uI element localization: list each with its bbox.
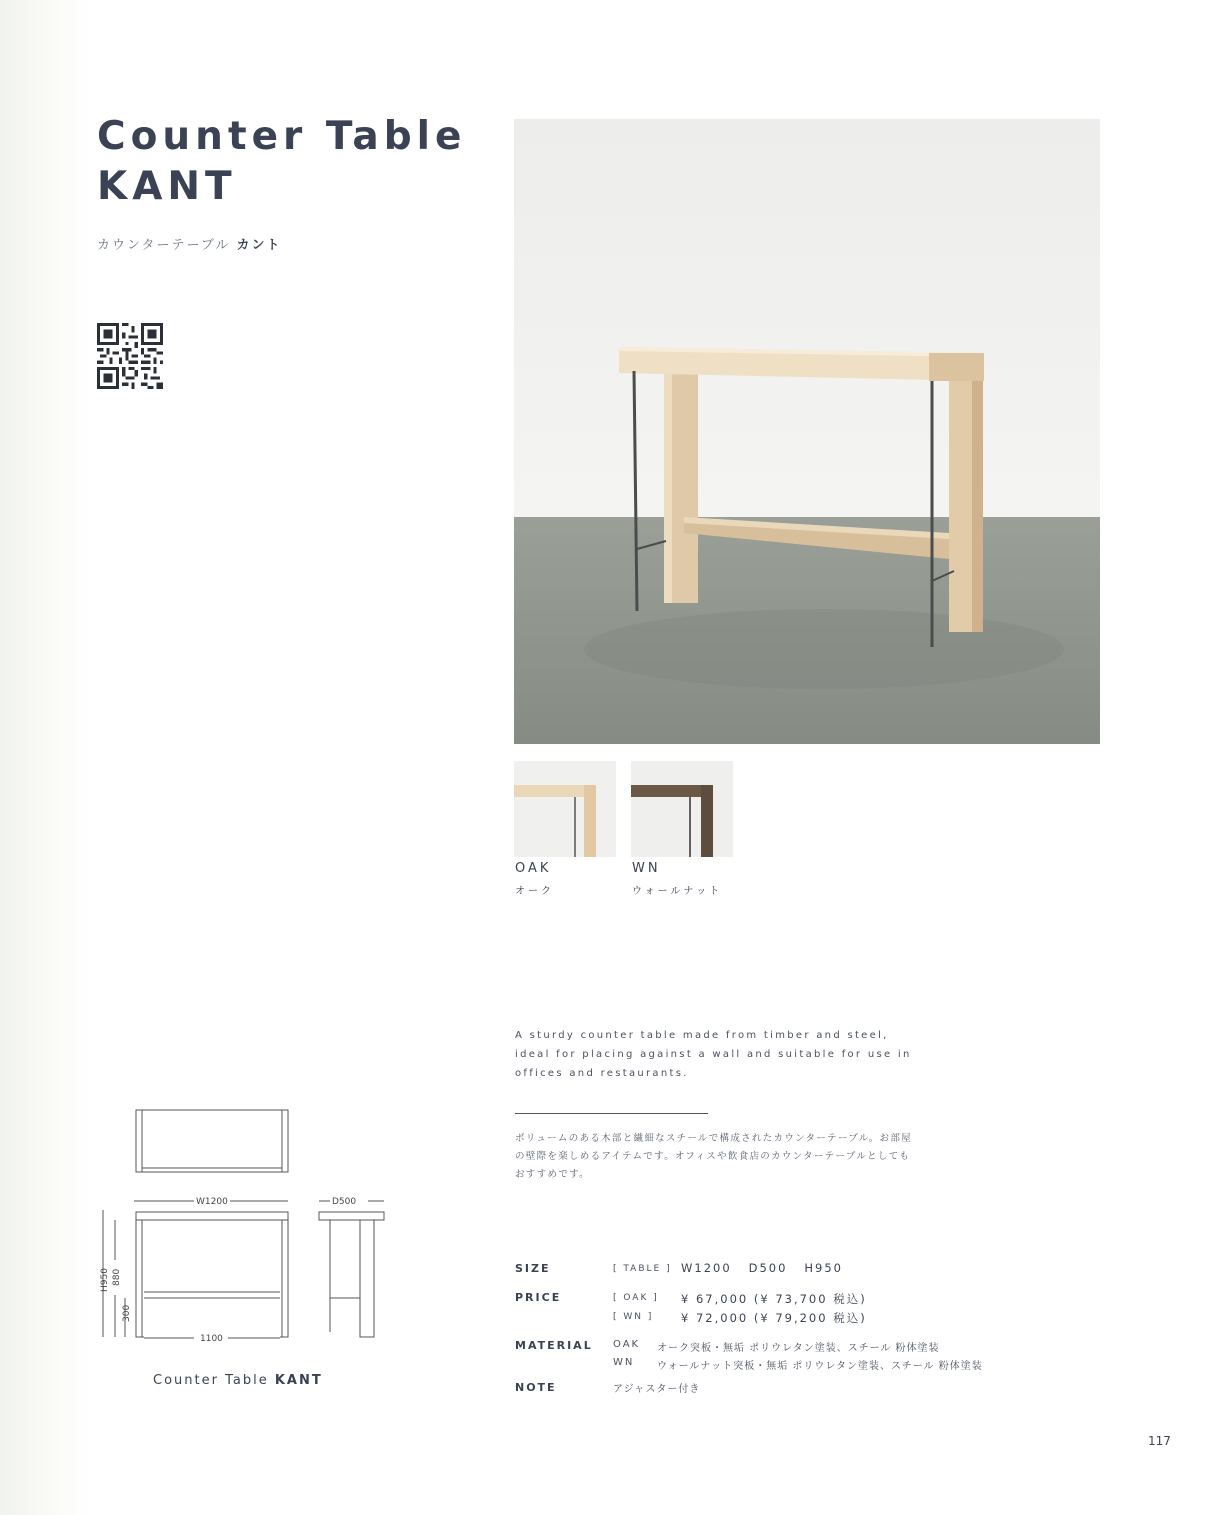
note-value: アジャスター付き [613,1384,701,1395]
note-label: NOTE [515,1381,557,1394]
material-wn-value: ウォールナット突板・無垢 ポリウレタン塗装、スチール 粉体塗装 [657,1361,983,1372]
qr-code[interactable] [97,323,163,389]
page-title [97,112,466,212]
price-oak-value: ¥ 67,000 (¥ 73,700 税込) [681,1292,867,1306]
drawing-caption [153,1373,323,1388]
dim-inner-height: 880 [112,1268,122,1286]
subtitle-light: カウンターテーブル [97,238,231,253]
dim-depth: D500 [332,1197,357,1207]
material-oak-value: オーク突板・無垢 ポリウレタン塗装、スチール 粉体塗装 [657,1343,940,1354]
caption-bold: KANT [274,1373,323,1388]
divider [515,1113,708,1114]
swatch-oak-name: オーク [515,886,554,897]
japanese-subtitle [97,234,281,253]
material-wn-tag: WN [613,1357,635,1368]
title-line-1: Counter Table [97,114,467,159]
dim-width: W1200 [196,1197,228,1207]
size-value: W1200 D500 H950 [681,1261,843,1275]
dimension-drawing [98,1100,398,1350]
page-gutter [0,0,92,1515]
swatch-walnut-code: WN [632,861,661,876]
dim-shelf-height: 300 [122,1304,132,1322]
swatch-walnut-image[interactable] [631,761,733,857]
dim-height: H950 [100,1268,110,1292]
price-wn-tag: [ WN ] [613,1312,654,1322]
swatch-oak-image[interactable] [514,761,616,857]
product-photo [514,119,1100,744]
description-japanese: ボリュームのある木部と繊細なスチールで構成されたカウンターテーブル。お部屋の壁際を楽しめるアイテムです。オフィスや飲食店のカウンターテーブルとしてもおすすめです。 [515,1133,912,1180]
description-english: A sturdy counter table made from timber and steel, ideal for placing against a wall and suitable for use in offices and restaurants. [515,1030,912,1079]
title-line-2: KANT [97,164,237,209]
swatch-walnut-name: ウォールナット [632,886,723,897]
subtitle-bold: カント [236,238,282,253]
size-label: SIZE [515,1262,551,1275]
swatch-oak-code: OAK [515,861,552,876]
caption-light: Counter Table [153,1373,275,1388]
dim-inner-width: 1100 [200,1334,223,1344]
price-oak-tag: [ OAK ] [613,1293,659,1303]
material-oak-tag: OAK [613,1339,641,1350]
material-label: MATERIAL [515,1339,593,1352]
price-wn-value: ¥ 72,000 (¥ 79,200 税込) [681,1311,867,1325]
price-label: PRICE [515,1291,562,1304]
size-tag: [ TABLE ] [613,1264,672,1274]
page-number: 117 [1148,1434,1171,1448]
